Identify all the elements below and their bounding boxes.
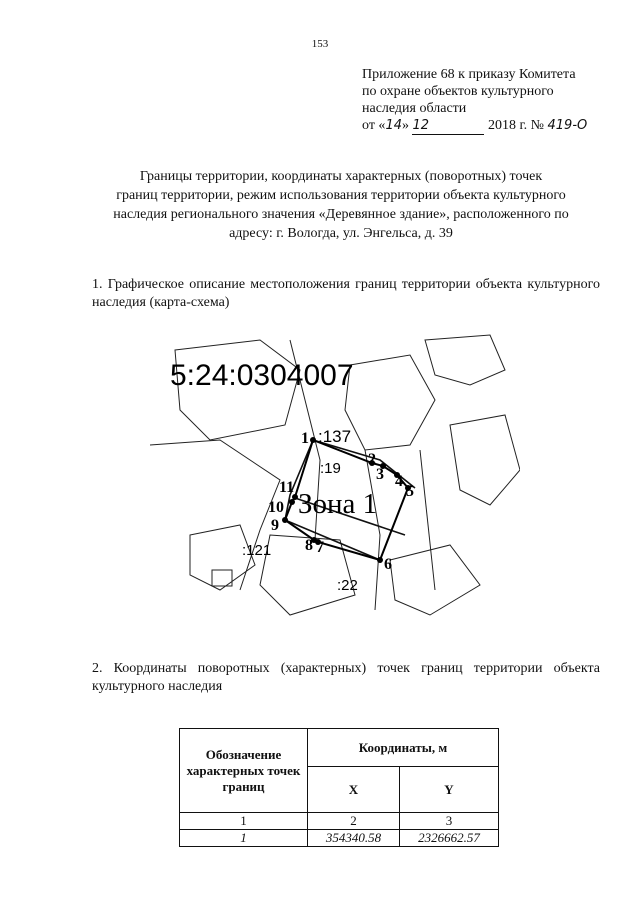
parcel-label-137: :137 [318,427,352,446]
appendix-header [362,66,622,135]
cadastral-block-label: 5:24:0304007 [170,359,354,392]
section-2-heading: 2. Координаты поворотных (характерных) точек границ территории объекта культурного наследия [92,661,600,694]
index-cell: 2 [308,813,400,830]
point-label-11: 11 [279,479,295,496]
index-cell: 1 [180,813,308,830]
point-10 [289,499,295,505]
point-label-2: 2 [368,451,376,468]
header-y: Y [400,767,499,813]
appendix-line-2: по охране объектов культурного [362,84,554,99]
map-building-outline [450,415,520,505]
point-label-3: 3 [376,466,384,483]
title-line-1: Границы территории, координаты характерных (поворотных) точек [139,169,543,184]
header-coordinates: Координаты, м [308,729,499,767]
point-label-4: 4 [395,473,403,490]
appendix-line-3: наследия области [362,101,467,116]
map-building-outline [390,545,480,615]
map-street-line [420,450,435,590]
table-index-row [180,813,499,830]
section-1-heading: 1. Графическое описание местоположения границ территории объекта культурного наследия (карта-схема) [92,277,600,310]
point-1 [310,437,316,443]
parcel-label-121: :121 [242,542,272,559]
document-title [86,167,596,243]
point-label-9: 9 [271,517,279,534]
date-prefix: от « [362,118,386,133]
map-street-line [150,440,280,590]
parcel-boundary [285,520,380,560]
title-line-4: адресу: г. Вологда, ул. Энгельса, д. 39 [229,226,453,241]
parcel-label-22: :22 [337,577,358,594]
appendix-line-1: Приложение 68 к приказу Комитета [362,67,576,82]
header-x: X [308,767,400,813]
date-year: 2018 г. № [487,118,545,133]
point-label-1: 1 [301,430,309,447]
point-9 [282,517,288,523]
date-day: 14 [385,118,402,133]
table-row [180,830,499,847]
appendix-date-line [362,117,622,135]
title-line-3: наследия регионального значения «Деревянное здание», расположенного по [113,207,569,222]
header-designation: Обозначение характерных точек границ [180,729,308,813]
x-cell: 354340.58 [308,830,400,847]
y-cell: 2326662.57 [400,830,499,847]
order-number: 419-О [547,118,588,133]
parcel-label-19: :19 [320,460,341,477]
point-label-10: 10 [268,499,284,516]
index-cell: 3 [400,813,499,830]
date-month-field [412,117,484,135]
date-month: 12 [412,118,430,133]
page-number: 153 [311,38,329,50]
map-building-outline [345,355,435,450]
point-label-5: 5 [406,483,414,500]
date-sep: » [401,118,409,133]
point-label-8: 8 [305,537,313,554]
title-line-2: границ территории, режим использования территории объекта культурного [116,188,566,203]
point-label-7: 7 [316,539,324,556]
point-id-cell: 1 [180,830,308,847]
map-building-outline [425,335,505,385]
coordinates-table [179,728,499,847]
cadastral-map [150,330,520,620]
point-label-6: 6 [384,556,392,573]
point-6 [377,557,383,563]
zone-label: Зона 1 [298,488,378,520]
